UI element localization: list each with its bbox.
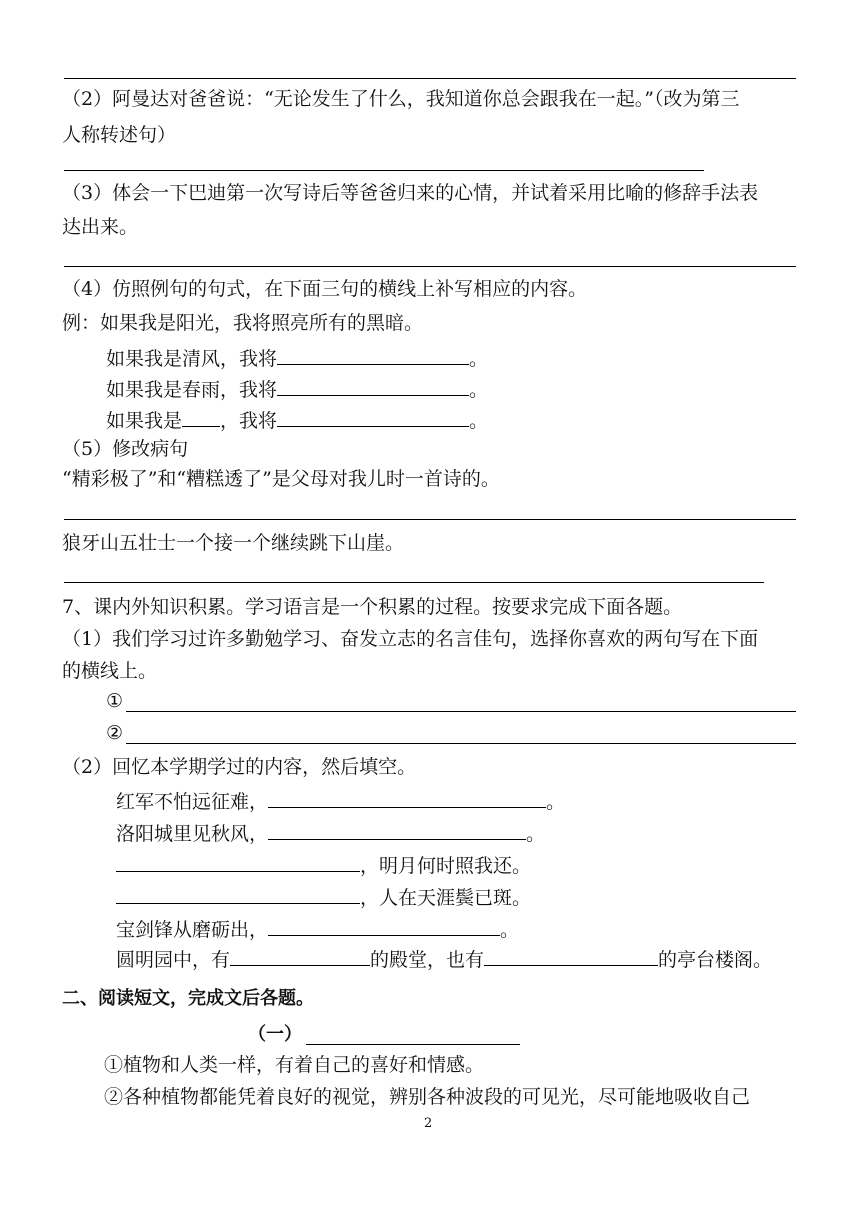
q7-1-answer-line1[interactable] xyxy=(126,711,796,712)
fill-row1 xyxy=(116,786,565,815)
q5-sentence2: 狼牙山五壮士一个接一个继续跳下山崖。 xyxy=(62,532,405,554)
period: 。 xyxy=(546,791,566,813)
q4-title: （4）仿照例句的句式，在下面三句的横线上补写相应的内容。 xyxy=(62,278,588,300)
fill6-text-b: 的殿堂，也有 xyxy=(370,949,485,971)
answer-marker-1: ① xyxy=(106,690,124,712)
q4-row2-text: 如果我是春雨，我将 xyxy=(106,379,278,401)
q4-row2-blank[interactable] xyxy=(277,374,469,396)
top-rule xyxy=(64,78,796,79)
paragraph-1: ①植物和人类一样，有着自己的喜好和情感。 xyxy=(104,1054,485,1076)
q7-2-title: （2）回忆本学期学过的内容，然后填空。 xyxy=(62,756,417,778)
q7-title: 7、课内外知识积累。学习语言是一个积累的过程。按要求完成下面各题。 xyxy=(62,596,683,618)
q4-row3-text-b: ，我将 xyxy=(220,410,278,432)
q5-title: （5）修改病句 xyxy=(62,438,189,460)
fill5-blank[interactable] xyxy=(268,914,500,936)
q7-1-line2: 的横线上。 xyxy=(62,660,158,682)
fill2-text: 洛阳城里见秋风， xyxy=(116,823,269,845)
section2-title: 二、阅读短文，完成文后各题。 xyxy=(62,988,314,1009)
period: 。 xyxy=(500,919,520,941)
q4-row3-text-a: 如果我是 xyxy=(106,410,183,432)
fill6-blank-a[interactable] xyxy=(230,944,370,966)
q4-row1-blank[interactable] xyxy=(277,343,469,365)
q4-row1 xyxy=(106,343,488,372)
q4-example: 例：如果我是阳光，我将照亮所有的黑暗。 xyxy=(62,312,424,334)
fill-row6 xyxy=(116,944,772,973)
fill-row3 xyxy=(116,850,531,879)
q4-row3 xyxy=(106,405,488,434)
fill-row2 xyxy=(116,818,545,847)
q5-sentence1: “精彩极了”和“糟糕透了”是父母对我儿时一首诗的。 xyxy=(62,468,500,490)
period: 。 xyxy=(526,823,546,845)
q2-answer-line[interactable] xyxy=(64,170,704,171)
q7-1-line1: （1）我们学习过许多勤勉学习、奋发立志的名言佳句，选择你喜欢的两句写在下面 xyxy=(62,628,759,650)
period: 。 xyxy=(469,348,489,370)
passage-title-blank[interactable] xyxy=(306,1044,520,1045)
fill1-text: 红军不怕远征难， xyxy=(116,791,269,813)
fill5-text: 宝剑锋从磨砺出， xyxy=(116,919,269,941)
fill3-blank[interactable] xyxy=(116,850,360,872)
answer-marker-2: ② xyxy=(106,722,124,744)
page-number: 2 xyxy=(424,1116,433,1131)
passage-label: （一） xyxy=(248,1024,302,1045)
q4-row1-text: 如果我是清风，我将 xyxy=(106,348,278,370)
q5-answer-line1[interactable] xyxy=(64,519,796,520)
q5-answer-line2[interactable] xyxy=(64,582,764,583)
q4-row2 xyxy=(106,374,488,403)
q2-line1: （2）阿曼达对爸爸说：“无论发生了什么，我知道你总会跟我在一起。”（改为第三 xyxy=(62,88,740,110)
fill-row5 xyxy=(116,914,519,943)
q4-row3-blank-b[interactable] xyxy=(277,405,469,427)
fill6-blank-b[interactable] xyxy=(484,944,658,966)
paragraph-2: ②各种植物都能凭着良好的视觉，辨别各种波段的可见光，尽可能地吸收自己 xyxy=(104,1086,751,1108)
q3-line1: （3）体会一下巴迪第一次写诗后等爸爸归来的心情，并试着采用比喻的修辞手法表 xyxy=(62,182,759,204)
period: 。 xyxy=(469,410,489,432)
fill3-text: ，明月何时照我还。 xyxy=(360,855,532,877)
fill1-blank[interactable] xyxy=(268,786,546,808)
q4-row3-blank-a[interactable] xyxy=(182,405,220,427)
q7-1-answer-line2[interactable] xyxy=(126,743,796,744)
q3-line2: 达出来。 xyxy=(62,216,139,238)
fill4-text: ，人在天涯鬓已斑。 xyxy=(360,887,532,909)
period: 。 xyxy=(469,379,489,401)
fill4-blank[interactable] xyxy=(116,882,360,904)
q2-line2: 人称转述句） xyxy=(62,124,177,146)
fill6-text-a: 圆明园中，有 xyxy=(116,949,231,971)
fill2-blank[interactable] xyxy=(268,818,526,840)
fill-row4 xyxy=(116,882,531,911)
fill6-text-c: 的亭台楼阁。 xyxy=(658,949,773,971)
q3-answer-line[interactable] xyxy=(64,266,796,267)
